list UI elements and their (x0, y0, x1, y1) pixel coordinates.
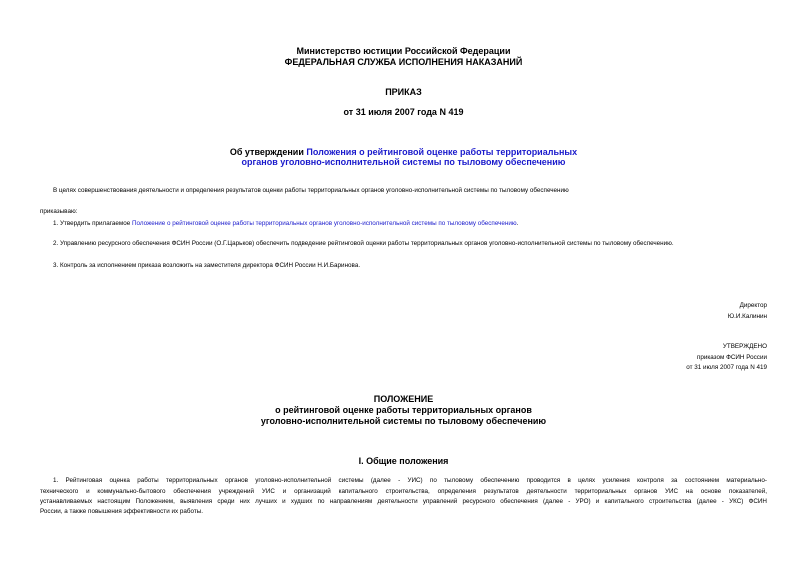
order-item-1-prefix: 1. Утвердить прилагаемое (53, 220, 132, 227)
order-item-2: 2. Управлению ресурсного обеспечения ФСИН России (О.Г.Царьков) обеспечить подведение рейтинговой оценки работы территориальных органов уголовно-исполнительной системы по тыловому обеспечению. (53, 240, 674, 247)
regulation-subtitle-line2: уголовно-исполнительной системы по тыловому обеспечению (260, 416, 547, 426)
doc-type: ПРИКАЗ (385, 87, 422, 97)
order-title-line2[interactable]: органов уголовно-исполнительной системы по тыловому обеспечению (241, 157, 566, 167)
section1-para1-line4: России, а также повышения эффективности их работы. (40, 508, 204, 515)
order-title-prefix: Об утверждении (229, 147, 307, 157)
service-name: ФЕДЕРАЛЬНАЯ СЛУЖБА ИСПОЛНЕНИЯ НАКАЗАНИЙ (284, 57, 523, 67)
doc-date: от 31 июля 2007 года N 419 (343, 107, 464, 117)
section-heading: I. Общие положения (358, 456, 449, 466)
section1-para1-line1: 1. Рейтинговая оценка работы территориальных органов уголовно-исполнительной системы (далее - УИС) по тыловому обеспечению проводится в целях усиления контроля за состоянием материально- (53, 477, 767, 484)
regulation-link-title[interactable]: Положения о рейтинговой оценке работы территориальных (306, 147, 578, 157)
signature-name: Ю.И.Калинин (727, 313, 767, 320)
order-item-3: 3. Контроль за исполнением приказа возложить на заместителя директора ФСИН России Н.И.Баринова. (53, 262, 361, 269)
signature-position: Директор (739, 302, 767, 309)
preamble-text: В целях совершенствования деятельности и определения результатов оценки работы территориальных органов уголовно-исполнительной системы по тыловому обеспечению (53, 187, 569, 194)
approval-line2: приказом ФСИН России (696, 354, 767, 361)
order-item-1 (53, 219, 518, 228)
order-word: приказываю: (40, 208, 78, 215)
order-item-1-suffix: . (516, 220, 519, 227)
approval-line3: от 31 июля 2007 года N 419 (686, 364, 767, 371)
section1-para1-line2: технического и коммунально-бытового обеспечения учреждений УИС и организаций капитального строительства, определения результатов деятельности территориальных органов УИС на основе показателей, (40, 488, 767, 495)
regulation-subtitle-line1: о рейтинговой оценке работы территориальных органов (275, 405, 532, 415)
regulation-link-item[interactable]: Положение о рейтинговой оценке работы территориальных органов уголовно-исполнительной системы по тыловому обеспечению (131, 220, 517, 227)
regulation-title: ПОЛОЖЕНИЕ (373, 394, 434, 404)
section1-para1-line3: устанавливаемых настоящим Положением, выявления среди них лучших и худших по направлениям деятельности управлений ресурсного обеспечения (далее - УРО) и капитального строительства (далее - УКС) ФСИН (40, 498, 767, 505)
approval-line1: УТВЕРЖДЕНО (722, 343, 767, 350)
ministry-name: Министерство юстиции Российской Федерации (296, 46, 511, 56)
